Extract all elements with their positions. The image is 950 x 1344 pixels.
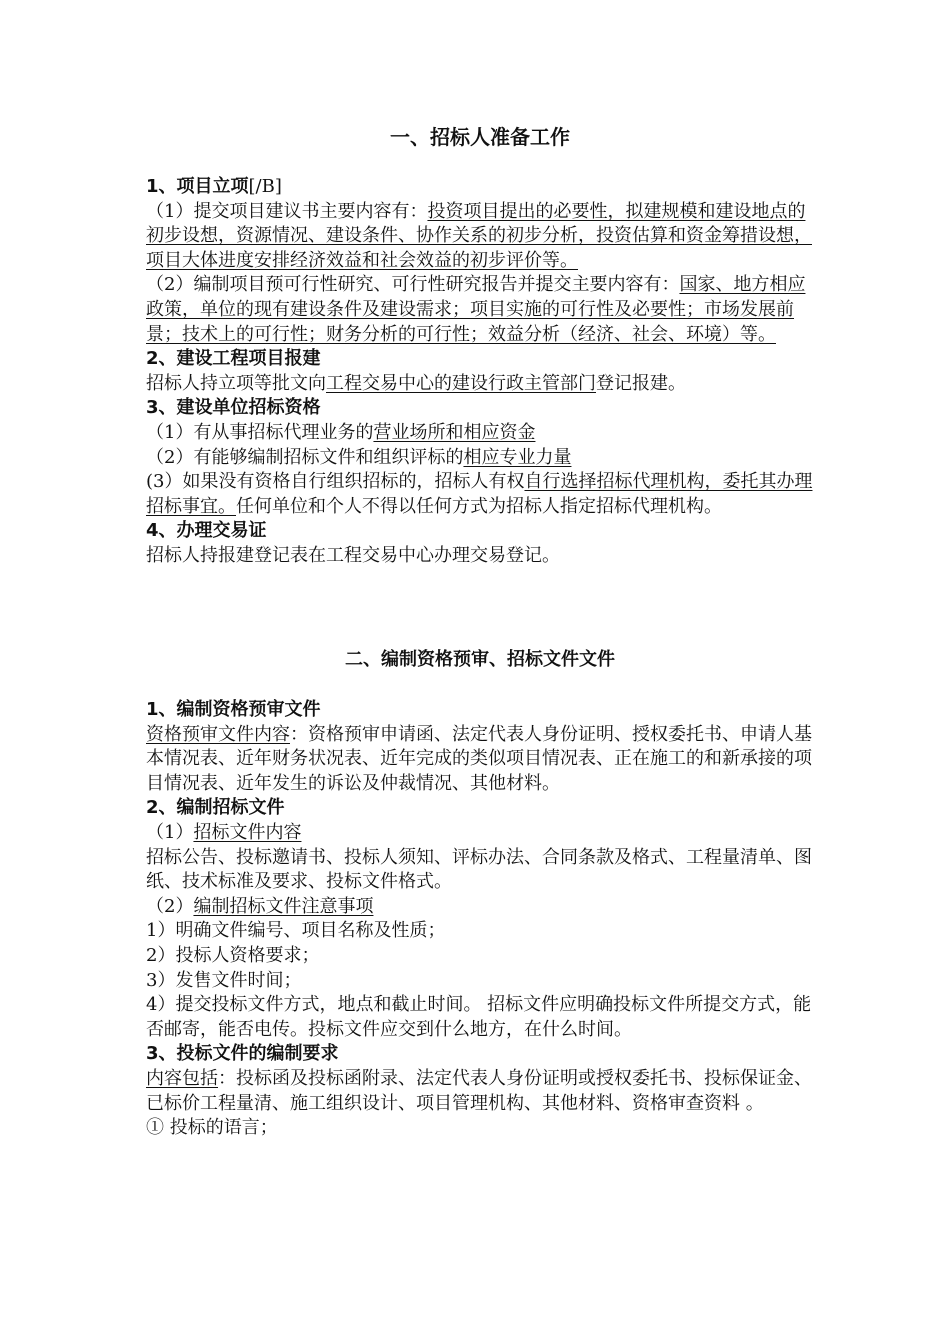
list-item-2: 2）投标人资格要求； — [146, 944, 320, 966]
text: ：资格预审申请函、法定代表人身份证明、授权委托书、申请人基本情况表、近年财务状况表、近年完成的类似项目情况表、正在施工的和新承接的项目情况表、近年发生的诉讼及仲裁情况、其他材料。 — [146, 723, 812, 794]
paragraph-qual-3 — [146, 470, 814, 519]
underlined-text: 资格预审文件内容 — [146, 723, 290, 745]
paragraph-feasibility — [146, 273, 814, 347]
heading-prequal-docs — [146, 698, 814, 723]
paragraph-bid-content — [146, 1067, 814, 1116]
section-title-1: 一、招标人准备工作 — [390, 125, 570, 149]
text: 任何单位和个人不得以任何方式为招标人指定招标代理机构。 — [236, 495, 722, 517]
list-item-4: 4）提交投标文件方式，地点和截止时间。 招标文件应明确投标文件所提交方式，能否邮寄，能否电传。投标文件应交到什么地方，在什么时间。 — [146, 994, 812, 1040]
heading-qualification — [146, 396, 814, 421]
heading-text: 4、办理交易证 — [146, 520, 267, 542]
paragraph-tender-notes-title — [146, 895, 814, 920]
text: （1）有从事招标代理业务的 — [146, 421, 374, 443]
underlined-text: 内容包括 — [146, 1067, 218, 1089]
underlined-text: 工程交易中心的建设行政主管部门 — [326, 372, 596, 394]
section-title-2: 二、编制资格预审、招标文件文件 — [345, 649, 615, 670]
underlined-text: 国家、地方相应政策，单位的现有建设条件及建设需求；项目实施的可行性及必要性；市场发展前景；技术上的可行性；财务分析的可行性；效益分析（经济、社会、环境）等。 — [146, 274, 806, 345]
paragraph-tender-content: 招标公告、投标邀请书、投标人须知、评标办法、合同条款及格式、工程量清单、图纸、技术标准及要求、投标文件格式。 — [146, 846, 812, 893]
text: （2）有能够编制招标文件和组织评标的 — [146, 446, 464, 468]
heading-registration — [146, 347, 814, 372]
underlined-text: 编制招标文件注意事项 — [193, 895, 374, 917]
list-item-1: 1）明确文件编号、项目名称及性质； — [146, 920, 446, 942]
underlined-text: 相应专业力量 — [463, 446, 572, 468]
text: (3）如果没有资格自行组织招标的，招标人有权 — [146, 471, 525, 493]
list-item-language: ① 投标的语言； — [146, 1117, 278, 1139]
list-item-3: 3）发售文件时间； — [146, 969, 302, 991]
underlined-text: 投资项目提出的必要性，拟建规模和建设地点的初步设想，资源情况、建设条件、协作关系的初步分析，投资估算和资金筹措设想，项目大体进度安排经济效益和社会效益的初步评价等。 — [146, 200, 812, 271]
heading-mark: [/B] — [248, 176, 282, 197]
text: （1） — [146, 821, 194, 843]
paragraph-registration — [146, 372, 814, 397]
heading-project-approval — [146, 175, 814, 200]
section-2-body — [146, 698, 814, 1141]
paragraph-trade-cert: 招标人持报建登记表在工程交易中心办理交易登记。 — [146, 544, 560, 566]
heading-text: 3、建设单位招标资格 — [146, 397, 321, 419]
paragraph-qual-2 — [146, 446, 814, 471]
text: ：投标函及投标函附录、法定代表人身份证明或授权委托书、投标保证金、已标价工程量清、施工组织设计、项目管理机构、其他材料、资格审查资料 。 — [146, 1067, 812, 1114]
paragraph-qual-1 — [146, 421, 814, 446]
heading-text: 3、投标文件的编制要求 — [146, 1043, 339, 1065]
underlined-text: 营业场所和相应资金 — [373, 421, 536, 443]
text: 招标人持立项等批文向 — [146, 372, 326, 394]
heading-tender-docs — [146, 796, 814, 821]
heading-text: 2、建设工程项目报建 — [146, 348, 321, 370]
text: （2） — [146, 895, 194, 917]
heading-trade-cert — [146, 519, 814, 544]
text: 登记报建。 — [596, 372, 686, 394]
paragraph-proposal — [146, 200, 814, 274]
heading-text: 2、编制招标文件 — [146, 797, 285, 819]
paragraph-prequal — [146, 723, 814, 797]
heading-text: 1、编制资格预审文件 — [146, 699, 321, 720]
section-1-body — [146, 175, 814, 569]
heading-bid-requirements — [146, 1042, 814, 1067]
heading-text: 1、项目立项 — [146, 176, 249, 197]
paragraph-tender-content-title — [146, 821, 814, 846]
text: （1）提交项目建议书主要内容有： — [146, 200, 428, 222]
underlined-text: 自行选择招标代理机构，委托其办理招标事宜。 — [146, 471, 813, 517]
underlined-text: 招标文件内容 — [193, 821, 302, 843]
text: （2）编制项目预可行性研究、可行性研究报告并提交主要内容有： — [146, 274, 680, 296]
